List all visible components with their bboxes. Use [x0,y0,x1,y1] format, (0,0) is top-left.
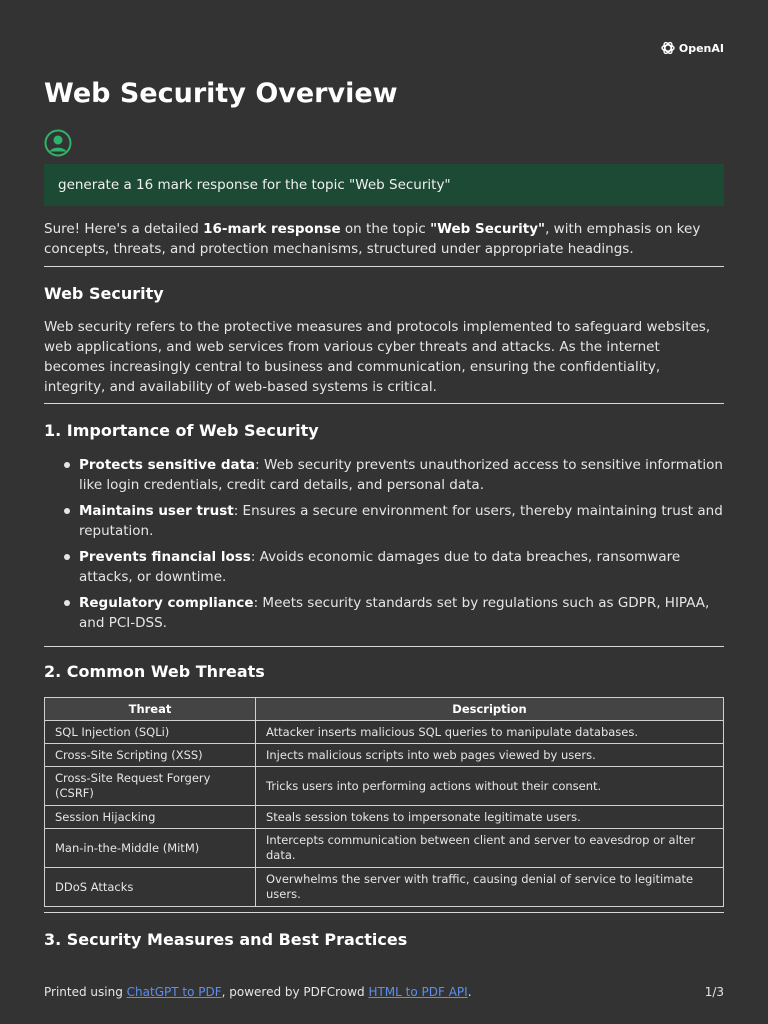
web-security-paragraph: Web security refers to the protective measures and protocols implemented to safeguard websites, web applications, and web services from various cyber threats and attacks. As the internet becomes increasingly central to business and communication, ensuring the confidentiality, integrity, and availability of web-based systems is critical. [44,319,711,395]
list-item-text: : Ensures a secure environment for users, thereby maintaining trust and reputation. [79,503,723,539]
list-item [79,455,724,495]
divider [44,912,724,913]
footer-text: Printed using [44,985,127,999]
table-header-row [45,698,724,721]
threat-cell: Session Hijacking [45,806,256,829]
section-heading-web-security: Web Security [44,284,164,303]
divider [44,646,724,647]
threats-table [44,697,724,907]
list-item-title: Maintains user trust [79,503,234,519]
column-header-description: Description [256,698,724,721]
section-heading-threats: 2. Common Web Threats [44,662,265,681]
page-title: Web Security Overview [44,78,398,109]
threat-cell: DDoS Attacks [45,868,256,907]
table-row [45,767,724,806]
importance-list [44,455,724,639]
section-heading-measures: 3. Security Measures and Best Practices [44,930,408,949]
list-item [79,501,724,541]
intro-bold: "Web Security" [430,221,546,237]
table-row [45,868,724,907]
html-to-pdf-api-link[interactable]: HTML to PDF API [368,985,468,999]
threat-cell: SQL Injection (SQLi) [45,721,256,744]
description-cell: Attacker inserts malicious SQL queries to manipulate databases. [256,721,724,744]
list-item [79,593,724,633]
page-number: 1/3 [704,985,724,999]
intro-paragraph [44,219,724,259]
list-item-title: Regulatory compliance [79,595,254,611]
list-item-title: Protects sensitive data [79,457,256,473]
column-header-threat: Threat [45,698,256,721]
table-row [45,829,724,868]
intro-bold: 16-mark response [203,221,341,237]
description-cell: Steals session tokens to impersonate legitimate users. [256,806,724,829]
table-row [45,806,724,829]
logo-text: OpenAI [678,41,724,55]
intro-text: , with emphasis on key concepts, threats, and protection mechanisms, structured under appropriate headings. [44,221,701,257]
description-cell: Injects malicious scripts into web pages viewed by users. [256,744,724,767]
divider [44,403,724,404]
table-row [45,721,724,744]
intro-text: on the topic [340,221,431,237]
threat-cell: Cross-Site Request Forgery (CSRF) [45,767,256,806]
openai-icon [660,40,676,56]
list-item [79,547,724,587]
description-cell: Tricks users into performing actions without their consent. [256,767,724,806]
list-item-title: Prevents financial loss [79,549,251,565]
list-item-text: : Web security prevents unauthorized access to sensitive information like login credentials, credit card details, and personal data. [79,457,723,493]
description-cell: Overwhelms the server with traffic, causing denial of service to legitimate users. [256,868,724,907]
list-item-text: : Avoids economic damages due to data breaches, ransomware attacks, or downtime. [79,549,681,585]
user-avatar-icon [44,129,72,157]
print-footer [44,985,724,999]
divider [44,266,724,267]
section-heading-importance: 1. Importance of Web Security [44,421,319,440]
description-cell: Intercepts communication between client and server to eavesdrop or alter data. [256,829,724,868]
openai-logo [660,40,724,56]
threat-cell: Man-in-the-Middle (MitM) [45,829,256,868]
chatgpt-to-pdf-link[interactable]: ChatGPT to PDF [126,985,222,999]
threat-cell: Cross-Site Scripting (XSS) [45,744,256,767]
list-item-text: : Meets security standards set by regulations such as GDPR, HIPAA, and PCI-DSS. [79,595,710,631]
footer-text: . [467,985,472,999]
intro-text: Sure! Here's a detailed [44,221,204,237]
footer-text: , powered by PDFCrowd [221,985,369,999]
table-row [45,744,724,767]
user-prompt: generate a 16 mark response for the topic "Web Security" [44,164,724,206]
